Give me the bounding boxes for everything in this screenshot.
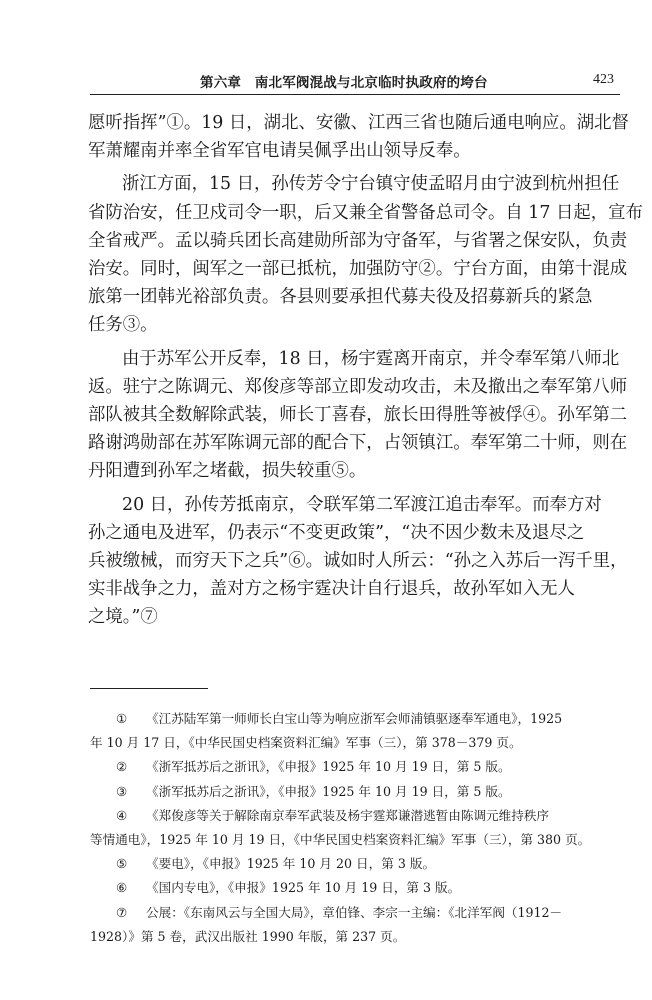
footnote-text: 1928）》第 5 卷，武汉出版社 1990 年版，第 237 页。: [90, 928, 406, 944]
footnote-4-continued: [90, 828, 630, 852]
footnote-text: 《郑俊彦等关于解除南京奉军武装及杨宇霆郑谦潜逃暂由陈调元维持秩序: [146, 807, 549, 823]
footnote-text: 《国内专电》，《申报》1925 年 10 月 19 日，第 3 版。: [146, 880, 461, 896]
footnote-1-continued: [90, 731, 630, 755]
text-line: 孙之通电及进军，仍表示“不变更政策”，“决不因少数未及退尽之: [88, 522, 585, 543]
footnote-mark: ③: [116, 783, 128, 799]
main-text: [88, 109, 643, 637]
footnote-mark: ⑤: [116, 856, 128, 872]
footnote-text: 《要电》，《申报》1925 年 10 月 20 日，第 3 版。: [146, 856, 436, 872]
page-number: 423: [593, 72, 614, 87]
footnote-mark: ①: [116, 711, 128, 726]
text-line: 兵被缴械，而穷天下之兵”⑥。诚如时人所云：“孙之入苏后一泻千里，: [88, 551, 628, 572]
text-line: 任务③。: [88, 315, 158, 336]
footnote-text: 《浙军抵苏后之浙讯》，《申报》1925 年 10 月 19 日，第 5 版。: [146, 783, 511, 799]
text-line: 省防治安，任卫戍司令一职，后又兼全省警备总司令。自 17 日起，宣布: [88, 202, 643, 223]
footnote-mark: ②: [116, 759, 128, 775]
footnote-5: [90, 852, 630, 876]
text-line: 由于苏军公开反奉，18 日，杨宇霆离开南京，并令奉军第八师北: [122, 348, 620, 369]
footnote-mark: ④: [116, 807, 128, 823]
running-header: [90, 68, 620, 95]
footnote-text: 《江苏陆军第一师师长白宝山等为响应浙军会师浦镇驱逐奉军通电》，1925: [146, 711, 563, 726]
text-line: 军萧耀南并率全省军官电请吴佩孚出山领导反奉。: [88, 141, 471, 162]
footnote-mark: ⑦: [116, 904, 128, 920]
paragraph-3: [88, 345, 628, 486]
paragraph-1: [88, 109, 628, 165]
text-line: 实非战争之力，盖对方之杨宇霆决计自行退兵，故孙军如入无人: [88, 579, 575, 600]
paragraph-4: [88, 491, 628, 632]
text-line: 返。驻宁之陈调元、郑俊彦等部立即发动攻击，未及撤出之奉军第八师: [88, 376, 628, 397]
text-line: 丹阳遭到孙军之堵截，损失较重⑤。: [88, 461, 367, 482]
footnote-7: [90, 901, 630, 925]
footnote-mark: ⑥: [116, 880, 128, 896]
footnotes: [90, 707, 630, 949]
text-line: 旅第一团韩光裕部负责。各县则要承担代募夫役及招募新兵的紧急: [88, 287, 593, 308]
text-line: 全省戒严。孟以骑兵团长高建勋所部为守备军，与省署之保安队，负责: [88, 230, 628, 251]
text-line: 20 日，孙传芳抵南京，令联军第二军渡江追击奉军。而奉方对: [122, 494, 602, 515]
footnote-text: 年 10 月 17 日，《中华民国史档案资料汇编》军事（三），第 378－379 页。: [90, 735, 522, 751]
footnote-1: [90, 707, 630, 731]
footnote-text: 等情通电》，1925 年 10 月 19 日，《中华民国史档案资料汇编》军事（三），第 380 页。: [90, 832, 591, 848]
text-line: 部队被其全数解除武装，师长丁喜春，旅长田得胜等被俘④。孙军第二: [88, 405, 628, 426]
text-line: 愿听指挥”①。19 日，湖北、安徽、江西三省也随后通电响应。湖北督: [88, 113, 629, 133]
footnote-6: [90, 876, 630, 900]
text-line: 治安。同时，闽军之一部已抵杭，加强防守②。宁台方面，由第十混成: [88, 259, 628, 280]
footnote-2: [90, 755, 630, 779]
footnote-text: 公展：《东南风云与全国大局》，章伯锋、李宗一主编：《北洋军阀（1912－: [146, 904, 563, 920]
footnote-7-continued: [90, 925, 630, 949]
footnote-3: [90, 780, 630, 804]
text-line: 路谢鸿勋部在苏军陈调元部的配合下，占领镇江。奉军第二十师，则在: [88, 433, 628, 454]
chapter-title: 第六章 南北军阀混战与北京临时执政府的垮台: [200, 75, 488, 91]
text-line: 之境。”⑦: [88, 607, 158, 628]
footnote-divider: [90, 688, 208, 689]
paragraph-2: [88, 170, 643, 339]
text-line: 浙江方面，15 日，孙传芳令宁台镇守使孟昭月由宁波到杭州担任: [122, 174, 620, 195]
footnote-text: 《浙军抵苏后之浙讯》，《申报》1925 年 10 月 19 日，第 5 版。: [146, 759, 511, 775]
footnote-4: [90, 804, 630, 828]
